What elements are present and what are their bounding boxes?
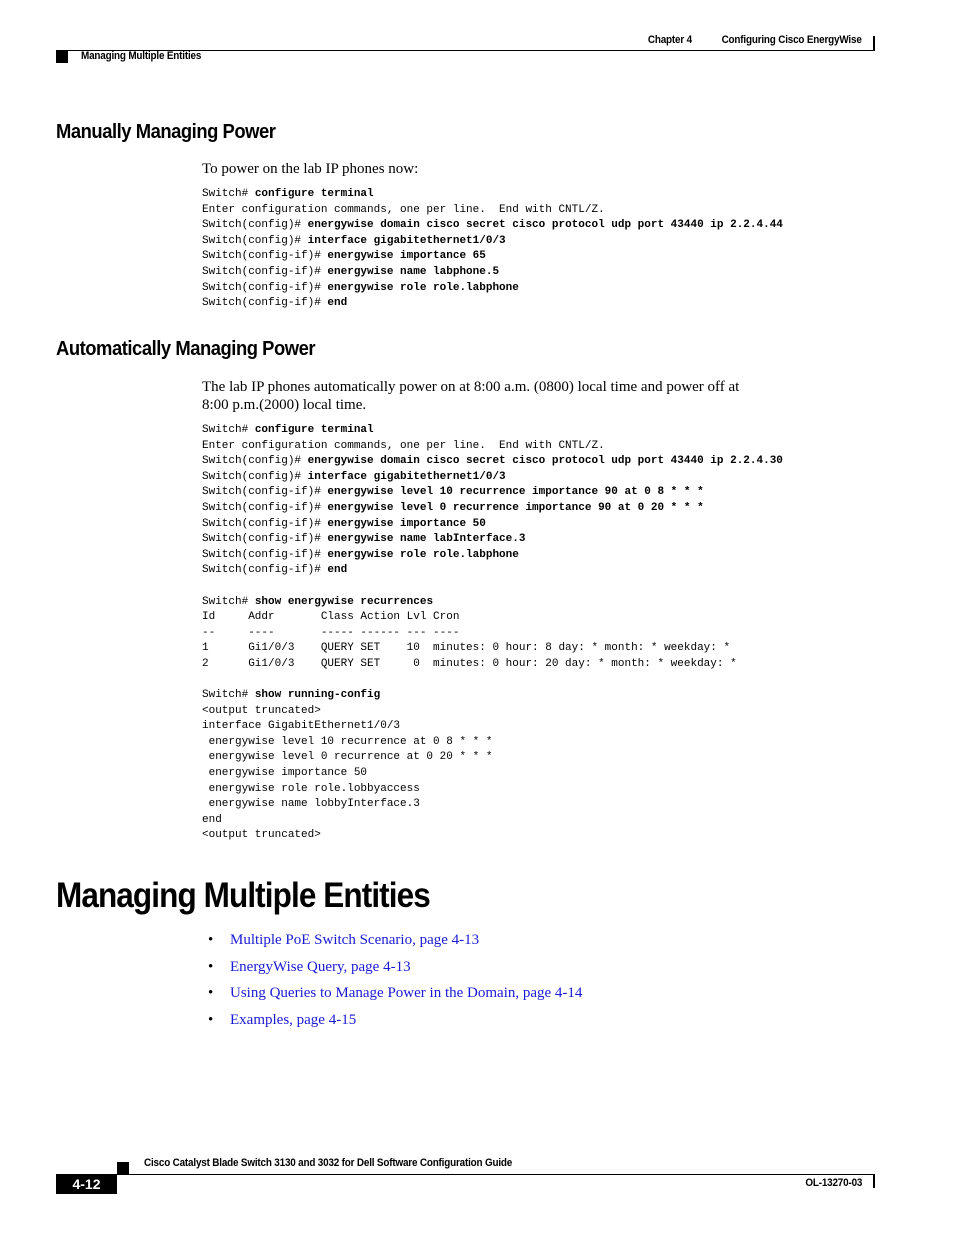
automatic-intro-line1: The lab IP phones automatically power on at 8:00 a.m. (0800) local time and power off at	[202, 379, 740, 395]
bullet-icon: •	[208, 985, 214, 1002]
code-text: Switch#	[202, 689, 255, 702]
automatic-code-line	[202, 486, 704, 498]
automatic-code-line	[202, 736, 492, 748]
multiple-link-list	[202, 931, 582, 1038]
automatic-heading: Automatically Managing Power	[56, 338, 316, 360]
automatic-code-line	[202, 424, 374, 436]
code-command: energywise importance 50	[327, 517, 486, 530]
code-text: -- ---- ----- ------ --- ----	[202, 626, 460, 639]
cross-reference-link[interactable]: Using Queries to Manage Power in the Domain, page 4-14	[230, 985, 583, 1002]
code-text: 2 Gi1/0/3 QUERY SET 0 minutes: 0 hour: 20 day: * month: * weekday: *	[202, 657, 737, 670]
automatic-code-line	[202, 751, 492, 763]
automatic-intro-line2: 8:00 p.m.(2000) local time.	[202, 397, 367, 413]
bullet-icon: •	[208, 1012, 214, 1029]
code-command: energywise domain cisco secret cisco protocol udp port 43440 ip 2.2.4.44	[307, 219, 783, 232]
automatic-code-line	[202, 502, 704, 514]
code-command: energywise role role.labphone	[327, 281, 519, 294]
code-command: end	[327, 564, 348, 577]
automatic-code-line	[202, 798, 420, 810]
automatic-code-block	[202, 423, 783, 844]
header-chapter-title: Configuring Cisco EnergyWise	[721, 34, 862, 46]
code-text: energywise level 0 recurrence at 0 20 * * *	[202, 751, 493, 764]
automatic-code-line	[202, 564, 347, 576]
manual-code-line	[202, 219, 783, 231]
code-command: energywise role role.labphone	[327, 548, 519, 561]
code-text: Switch#	[202, 595, 255, 608]
automatic-code-line	[202, 689, 380, 701]
code-text: energywise role role.lobbyaccess	[202, 782, 420, 795]
cross-reference-link[interactable]: Multiple PoE Switch Scenario, page 4-13	[230, 932, 480, 948]
manual-code-line	[202, 235, 506, 247]
code-command: interface gigabitethernet1/0/3	[307, 470, 506, 483]
code-command: end	[327, 297, 348, 310]
header-section: Managing Multiple Entities	[81, 50, 202, 62]
cross-reference-link[interactable]: EnergyWise Query, page 4-13	[230, 958, 411, 975]
code-text: Switch(config-if)#	[202, 250, 328, 263]
code-text: Switch(config-if)#	[202, 533, 328, 546]
automatic-code-line	[202, 549, 519, 561]
automatic-code-line	[202, 829, 321, 841]
code-text: energywise name lobbyInterface.3	[202, 798, 420, 811]
code-text: <output truncated>	[202, 829, 321, 842]
code-text: Switch#	[202, 424, 255, 436]
footer-rule	[117, 1174, 875, 1175]
code-text: Switch(config-if)#	[202, 486, 328, 499]
list-item	[202, 984, 582, 1011]
code-command: energywise name labphone.5	[327, 265, 500, 278]
code-command: show running-config	[254, 689, 381, 702]
automatic-code-line	[202, 518, 486, 530]
automatic-code-line	[202, 783, 420, 795]
header-marker	[56, 51, 68, 63]
list-item	[202, 1011, 582, 1038]
automatic-code-line	[202, 658, 737, 670]
footer-marker	[117, 1162, 129, 1174]
automatic-code-line	[202, 814, 222, 826]
manual-intro: To power on the lab IP phones now:	[202, 161, 419, 177]
code-text: Switch(config)#	[202, 234, 308, 247]
code-command: energywise level 10 recurrence importance 90 at 0 8 * * *	[327, 486, 704, 499]
manual-code-line	[202, 250, 486, 262]
automatic-code-line	[202, 455, 783, 467]
bullet-icon: •	[208, 958, 214, 975]
footer-tick	[873, 1174, 875, 1188]
list-item	[202, 931, 582, 958]
code-text: Switch(config-if)#	[202, 548, 328, 561]
code-text: Enter configuration commands, one per line. End with CNTL/Z.	[202, 203, 605, 216]
code-text: Switch(config-if)#	[202, 265, 328, 278]
code-command: interface gigabitethernet1/0/3	[307, 234, 506, 247]
code-text: Enter configuration commands, one per line. End with CNTL/Z.	[202, 439, 605, 452]
automatic-code-line	[202, 611, 459, 623]
code-command: energywise level 0 recurrence importance 90 at 0 20 * * *	[327, 501, 704, 514]
code-command: configure terminal	[254, 188, 374, 200]
manual-code-line	[202, 204, 605, 216]
multiple-heading: Managing Multiple Entities	[56, 876, 430, 915]
header-chapter: Chapter 4	[647, 34, 692, 46]
automatic-code-line	[202, 533, 525, 545]
manual-heading: Manually Managing Power	[56, 121, 276, 143]
code-command: energywise domain cisco secret cisco protocol udp port 43440 ip 2.2.4.30	[307, 455, 783, 468]
cross-reference-link[interactable]: Examples, page 4-15	[230, 1012, 357, 1029]
manual-code-line	[202, 297, 347, 309]
code-text: Switch(config-if)#	[202, 501, 328, 514]
code-text: interface GigabitEthernet1/0/3	[202, 720, 401, 733]
footer-doc-id: OL-13270-03	[805, 1177, 862, 1189]
manual-code-line	[202, 188, 374, 200]
automatic-code-line	[202, 596, 433, 608]
code-command: show energywise recurrences	[254, 595, 434, 608]
automatic-code-line	[202, 440, 605, 452]
list-item	[202, 958, 582, 985]
code-text: Switch(config)#	[202, 470, 308, 483]
manual-code-block	[202, 187, 783, 312]
manual-code-line	[202, 282, 519, 294]
code-text: end	[202, 813, 222, 826]
code-text: <output truncated>	[202, 704, 321, 717]
code-text: energywise importance 50	[202, 767, 368, 780]
code-command: energywise importance 65	[327, 250, 486, 263]
code-text: Switch(config-if)#	[202, 281, 328, 294]
page-number: 4-12	[56, 1174, 117, 1194]
automatic-code-line	[202, 720, 400, 732]
code-text: 1 Gi1/0/3 QUERY SET 10 minutes: 0 hour: 8 day: * month: * weekday: *	[202, 642, 731, 655]
automatic-code-line	[202, 705, 321, 717]
code-command: configure terminal	[254, 424, 374, 436]
code-text: Switch(config-if)#	[202, 517, 328, 530]
code-command: energywise name labInterface.3	[327, 533, 526, 546]
automatic-code-line	[202, 767, 367, 779]
code-text: Switch#	[202, 188, 255, 200]
automatic-code-line	[202, 642, 730, 654]
code-text: Switch(config)#	[202, 455, 308, 468]
header-tick	[873, 36, 875, 51]
automatic-intro	[202, 378, 842, 414]
code-text: Id Addr Class Action Lvl Cron	[202, 611, 460, 624]
code-text: Switch(config-if)#	[202, 564, 328, 577]
bullet-icon: •	[208, 932, 214, 948]
automatic-code-line	[202, 627, 459, 639]
code-text: energywise level 10 recurrence at 0 8 * * *	[202, 735, 493, 748]
code-text: Switch(config)#	[202, 219, 308, 232]
footer-guide-title: Cisco Catalyst Blade Switch 3130 and 3032 for Dell Software Configuration Guide	[144, 1157, 513, 1169]
code-text: Switch(config-if)#	[202, 297, 328, 310]
manual-code-line	[202, 266, 499, 278]
automatic-code-line	[202, 471, 506, 483]
